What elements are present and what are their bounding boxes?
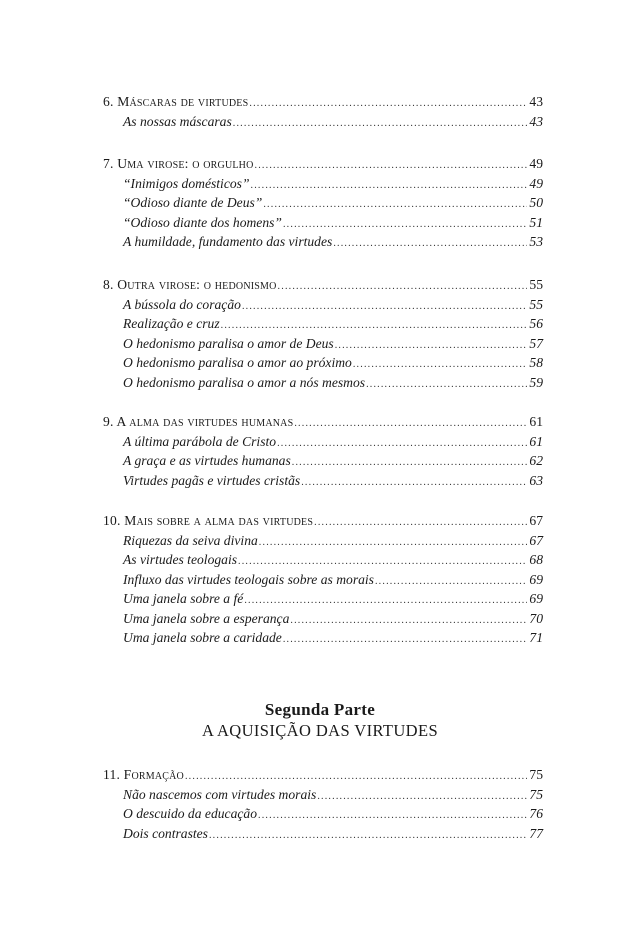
page-number: 70 xyxy=(529,610,543,626)
dot-leader xyxy=(333,234,527,254)
toc-entry[interactable] xyxy=(103,232,543,252)
dot-leader xyxy=(314,513,527,533)
entry-title: Riquezas da seiva divina xyxy=(123,532,258,548)
entry-title: A humildade, fundamento das virtudes xyxy=(123,234,333,249)
entry-title: “Inimigos domésticos” xyxy=(123,175,250,191)
toc-chapter[interactable] xyxy=(103,275,543,295)
dot-leader xyxy=(301,473,527,493)
toc-entry[interactable] xyxy=(103,824,543,844)
toc-section-6 xyxy=(103,92,543,131)
entry-title: O hedonismo paralisa o amor de Deus xyxy=(123,335,334,351)
toc-entry[interactable] xyxy=(103,531,543,551)
entry-title: A última parábola de Cristo xyxy=(123,433,277,449)
dot-leader xyxy=(335,336,527,356)
part-title: A AQUISIÇÃO DAS VIRTUDES xyxy=(201,721,439,740)
entry-title: Dois contrastes xyxy=(123,825,208,841)
part-label: Segunda Parte xyxy=(264,700,376,719)
toc-section-9 xyxy=(103,412,543,490)
page-number: 67 xyxy=(529,513,543,528)
page-number: 62 xyxy=(529,453,543,468)
page-number: 43 xyxy=(529,113,543,129)
toc-entry[interactable] xyxy=(103,373,543,393)
toc-entry[interactable] xyxy=(103,112,543,132)
toc-chapter[interactable] xyxy=(103,154,543,174)
entry-title: A graça e as virtudes humanas xyxy=(123,453,291,468)
dot-leader xyxy=(317,787,527,807)
dot-leader xyxy=(258,806,527,826)
toc-section-8 xyxy=(103,275,543,392)
dot-leader xyxy=(278,277,527,297)
dot-leader xyxy=(283,630,527,650)
dot-leader xyxy=(263,195,527,215)
page-number: 59 xyxy=(529,374,543,390)
toc-entry[interactable] xyxy=(103,785,543,805)
dot-leader xyxy=(290,611,527,631)
toc-entry[interactable] xyxy=(103,570,543,590)
toc-chapter[interactable] xyxy=(103,511,543,531)
page-number: 61 xyxy=(529,433,543,449)
chapter-title: 6. Máscaras de virtudes xyxy=(103,94,249,109)
toc-entry[interactable] xyxy=(103,471,543,491)
chapter-title: 9. A alma das virtudes humanas xyxy=(103,414,294,429)
entry-title: Uma janela sobre a caridade xyxy=(123,630,282,645)
toc-entry[interactable] xyxy=(103,609,543,629)
entry-title: As nossas máscaras xyxy=(123,113,232,129)
toc-entry[interactable] xyxy=(103,193,543,213)
page-number: 77 xyxy=(529,825,543,841)
page-number: 63 xyxy=(529,472,543,488)
toc-entry[interactable] xyxy=(103,628,543,648)
page-number: 43 xyxy=(529,94,543,109)
entry-title: Não nascemos com virtudes morais xyxy=(123,786,317,802)
page-number: 71 xyxy=(529,630,543,645)
dot-leader xyxy=(249,94,527,114)
page-number: 75 xyxy=(529,767,543,782)
page-number: 55 xyxy=(529,296,543,312)
entry-title: Virtudes pagãs e virtudes cristãs xyxy=(123,472,301,488)
toc-entry[interactable] xyxy=(103,589,543,609)
page-number: 50 xyxy=(529,195,543,210)
entry-title: O hedonismo paralisa o amor ao próximo xyxy=(123,355,352,370)
dot-leader xyxy=(233,114,527,134)
toc-entry[interactable] xyxy=(103,432,543,452)
toc-entry[interactable] xyxy=(103,353,543,373)
entry-title: Realização e cruz xyxy=(123,316,220,331)
entry-title: A bússola do coração xyxy=(123,296,241,312)
chapter-title: 10. Mais sobre a alma das virtudes xyxy=(103,513,314,528)
toc-section-7 xyxy=(103,154,543,252)
toc-entry[interactable] xyxy=(103,451,543,471)
dot-leader xyxy=(277,434,527,454)
page-number: 76 xyxy=(529,806,543,821)
page-number: 49 xyxy=(529,175,543,191)
toc-entry[interactable] xyxy=(103,295,543,315)
entry-title: Uma janela sobre a esperança xyxy=(123,610,290,626)
entry-title: O hedonismo paralisa o amor a nós mesmos xyxy=(123,374,366,390)
dot-leader xyxy=(242,297,527,317)
toc-entry[interactable] xyxy=(103,550,543,570)
entry-title: O descuido da educação xyxy=(123,806,258,821)
entry-title: Uma janela sobre a fé xyxy=(123,591,244,606)
page-number: 55 xyxy=(529,277,543,292)
page-number: 58 xyxy=(529,355,543,370)
toc-entry[interactable] xyxy=(103,314,543,334)
toc-chapter[interactable] xyxy=(103,92,543,112)
dot-leader xyxy=(375,572,527,592)
page-number: 61 xyxy=(529,414,543,429)
chapter-title: 11. Formação xyxy=(103,767,184,782)
dot-leader xyxy=(292,453,527,473)
dot-leader xyxy=(366,375,527,395)
dot-leader xyxy=(251,176,527,196)
page-number: 68 xyxy=(529,552,543,567)
page-number: 69 xyxy=(529,571,543,587)
dot-leader xyxy=(353,355,527,375)
toc-entry[interactable] xyxy=(103,174,543,194)
page-number: 56 xyxy=(529,316,543,331)
entry-title: “Odioso diante de Deus” xyxy=(123,195,263,210)
toc-chapter[interactable] xyxy=(103,412,543,432)
page-number: 49 xyxy=(529,156,543,171)
toc-chapter[interactable] xyxy=(103,765,543,785)
page-number: 69 xyxy=(529,591,543,606)
entry-title: As virtudes teologais xyxy=(123,552,238,567)
entry-title: Influxo das virtudes teologais sobre as morais xyxy=(123,571,374,587)
page-number: 53 xyxy=(529,234,543,249)
toc-entry[interactable] xyxy=(103,804,543,824)
toc-entry[interactable] xyxy=(103,334,543,354)
chapter-title: 8. Outra virose: o hedonismo xyxy=(103,277,277,292)
toc-entry[interactable] xyxy=(103,213,543,233)
dot-leader xyxy=(294,414,527,434)
toc-section-11 xyxy=(103,765,543,843)
chapter-title: 7. Uma virose: o orgulho xyxy=(103,156,254,171)
dot-leader xyxy=(259,533,527,553)
page-number: 67 xyxy=(529,532,543,548)
page-number: 51 xyxy=(529,214,543,230)
dot-leader xyxy=(209,826,527,846)
page-number: 75 xyxy=(529,786,543,802)
dot-leader xyxy=(255,156,527,176)
toc-section-10 xyxy=(103,511,543,648)
entry-title: “Odioso diante dos homens” xyxy=(123,214,282,230)
page-number: 57 xyxy=(529,335,543,351)
